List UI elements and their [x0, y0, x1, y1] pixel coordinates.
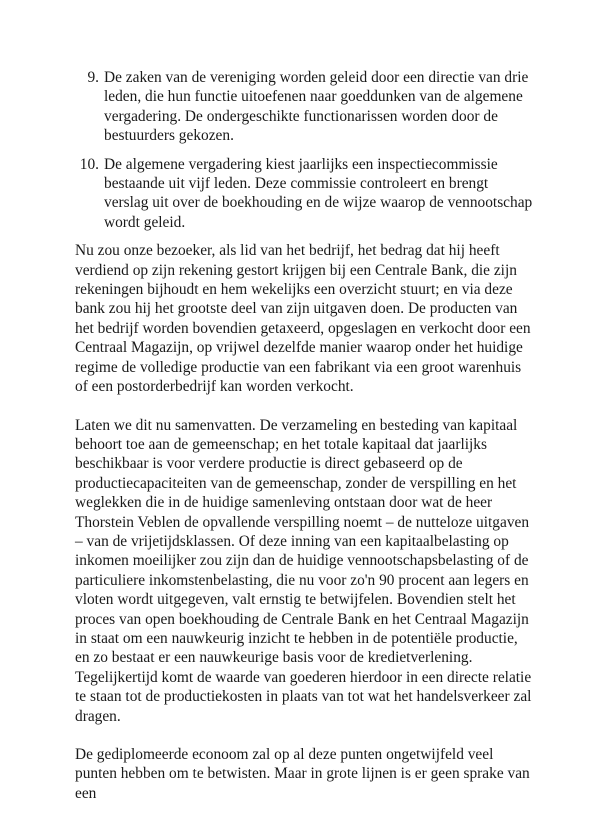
paragraph-central-bank: Nu zou onze bezoeker, als lid van het bedrijf, het bedrag dat hij heeft verdiend op zijn rekening gestort krijgen bij een Centrale Bank, die zijn rekeningen bijhoudt en hem wekelijks een overzicht stuurt; en via deze bank zou hij het grootste deel van zijn uitgaven doen. De producten van het bedrijf worden bovendien getaxeerd, opgeslagen en verkocht door een Centraal Magazijn, op vrijwel dezelfde manier waarop onder het huidige regime de volledige productie van een fabrikant via een groot warenhuis of een postorderbedrijf kan worden verkocht.: [75, 242, 531, 396]
list-item-text: De algemene vergadering kiest jaarlijks een inspectiecommissie bestaande uit vijf leden. Deze commissie controleert en brengt verslag uit over de boekhouding en de wijze waarop de vennootschap wordt geleid.: [104, 155, 533, 231]
list-item-10: [75, 155, 535, 233]
list-item-9: [75, 68, 535, 146]
list-number: 9.: [87, 69, 99, 86]
paragraph-summary: Laten we dit nu samenvatten. De verzameling en besteding van kapitaal behoort toe aan de gemeenschap; en het totale kapitaal dat jaarlijks beschikbaar is voor verdere productie is direct gebaseerd op de productiecapaciteiten van de gemeenschap, zonder de verspilling en het weglekken die in de huidige samenleving ontstaan door wat de heer Thorstein Veblen de opvallende verspilling noemt – de nutteloze uitgaven – van de vrijetijdsklassen. Of deze inning van een kapitaalbelasting op inkomen moeilijker zou zijn dan de huidige vennootschapsbelasting of de particuliere inkomstenbelasting, die nu voor zo'n 90 procent aan legers en vloten wordt uitgegeven, valt ernstig te betwijfelen. Bovendien stelt het proces van open boekhouding de Centrale Bank en het Centraal Magazijn in staat om een nauwkeurig inzicht te hebben in de potentiële productie, en zo bestaat er een nauwkeurige basis voor de kredietverlening. Tegelijkertijd komt de waarde van goederen hierdoor in een directe relatie te staan tot de productiekosten in plaats van tot wat het handelsverkeer zal dragen.: [75, 416, 532, 725]
list-item-text: De zaken van de vereniging worden geleid door een directie van drie leden, die hun functie uitoefenen naar goeddunken van de algemene vergadering. De ondergeschikte functionarissen worden door de bestuurders gekozen.: [104, 69, 529, 145]
list-number: 10.: [79, 155, 99, 173]
paragraph-economist: De gediplomeerde econoom zal op al deze punten ongetwijfeld veel punten hebben om te betwisten. Maar in grote lijnen is er geen sprake van een: [75, 746, 530, 802]
document-page: [75, 68, 535, 822]
